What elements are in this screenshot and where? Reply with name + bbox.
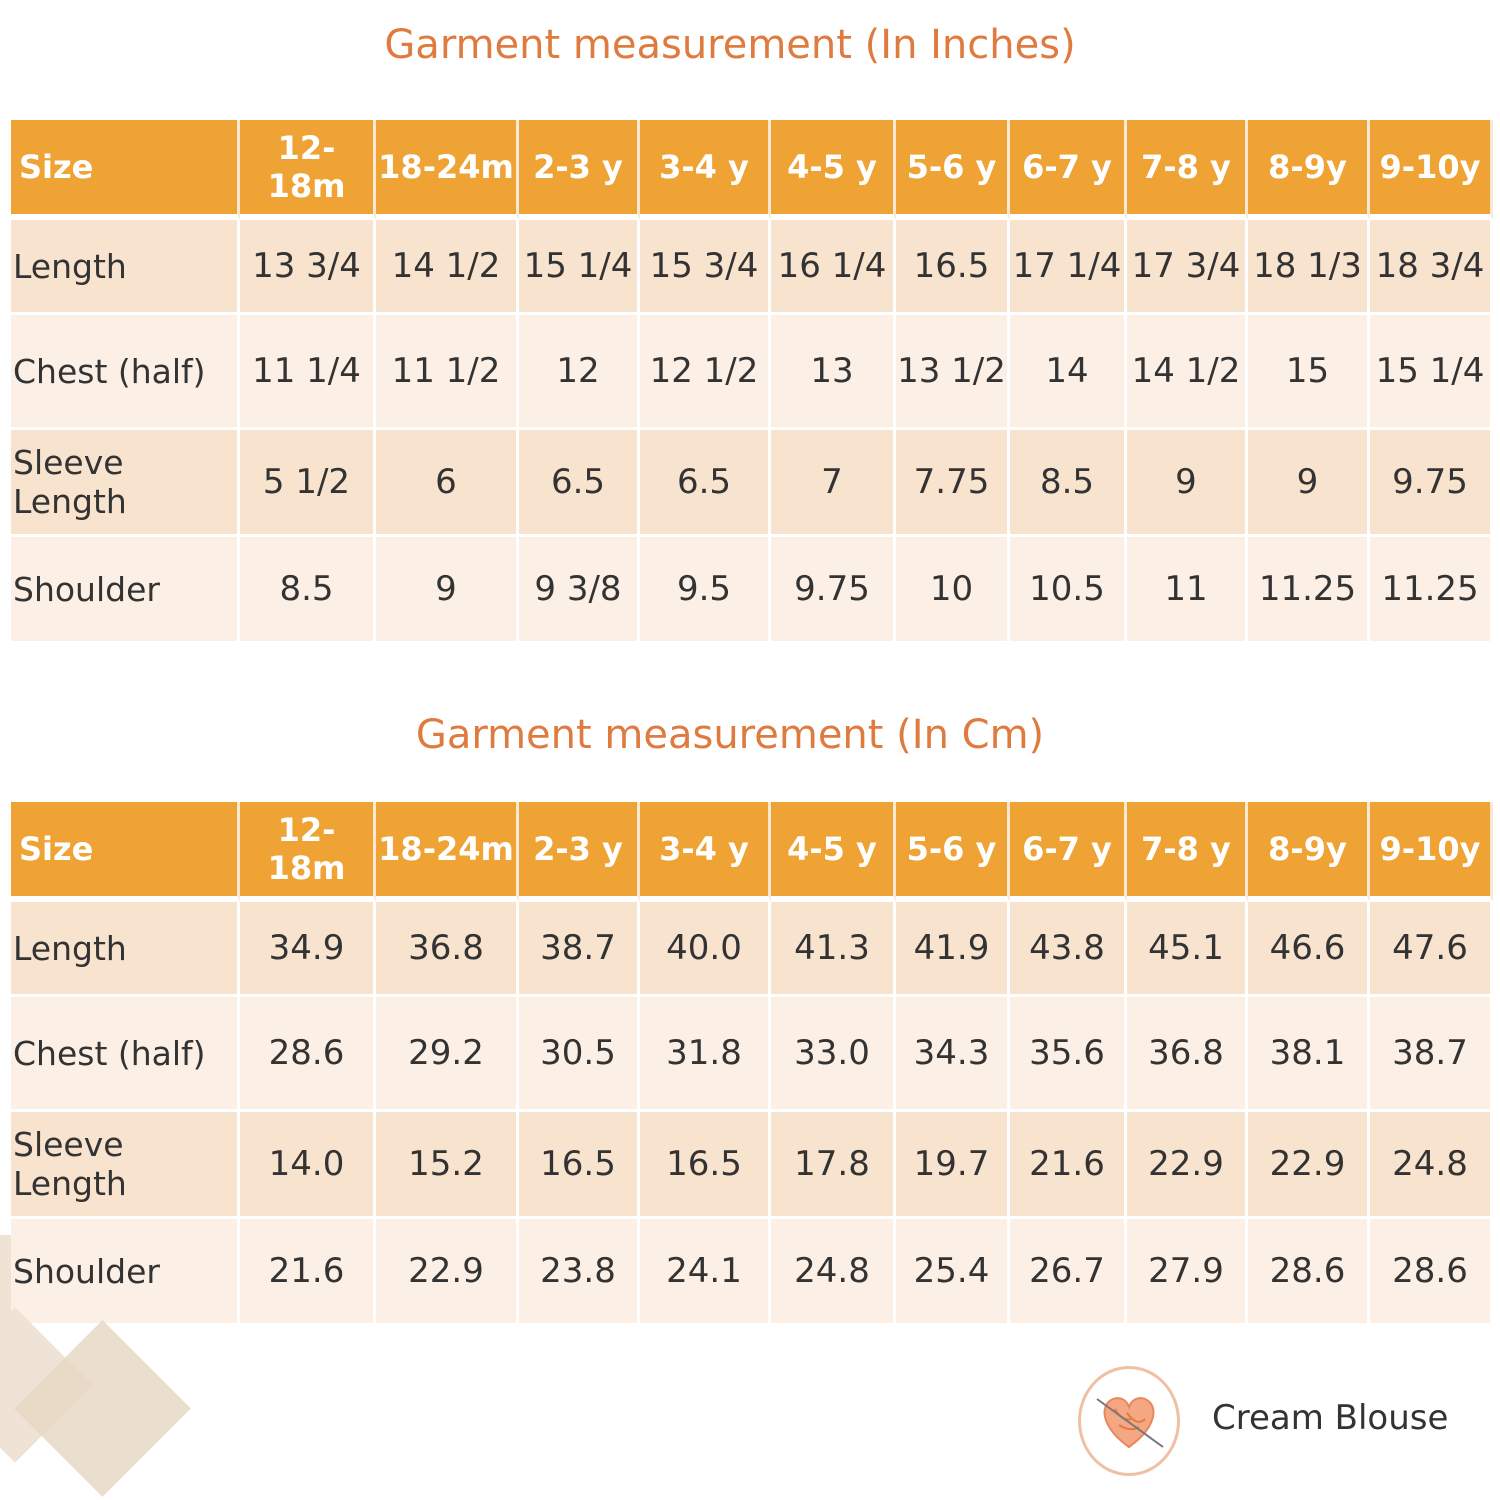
table-row [11, 997, 1493, 1112]
row-label: Chest (half) [11, 997, 240, 1112]
header-cell: 2-3 y [519, 120, 640, 220]
table-cell: 6.5 [519, 430, 640, 537]
table-cell: 27.9 [1127, 1219, 1248, 1326]
header-cell: 2-3 y [519, 802, 640, 902]
table-cell: 15 1/4 [1370, 315, 1493, 430]
table-cell: 13 1/2 [896, 315, 1010, 430]
table-cell: 7 [771, 430, 896, 537]
table-cell: 15 3/4 [640, 220, 771, 315]
header-cell: 9-10y [1370, 120, 1493, 220]
header-cell: Size [11, 120, 240, 220]
table-cell: 9 [1248, 430, 1370, 537]
table-cell: 38.7 [519, 902, 640, 997]
table-header-row [11, 802, 1493, 902]
table-cell: 34.9 [240, 902, 376, 997]
table-row [11, 902, 1493, 997]
table-cell: 33.0 [771, 997, 896, 1112]
table-cell: 16.5 [640, 1112, 771, 1219]
table-cell: 21.6 [240, 1219, 376, 1326]
table-cell: 13 [771, 315, 896, 430]
header-cell: 12-18m [240, 802, 376, 902]
heart-logo-icon [1078, 1366, 1180, 1476]
table-cell: 28.6 [1248, 1219, 1370, 1326]
table-cell: 15.2 [376, 1112, 519, 1219]
table-cell: 11.25 [1248, 537, 1370, 644]
table-cell: 43.8 [1010, 902, 1127, 997]
row-label: Sleeve Length [11, 1112, 240, 1219]
table-cell: 18 1/3 [1248, 220, 1370, 315]
header-cell: 5-6 y [896, 802, 1010, 902]
table-cell: 24.8 [771, 1219, 896, 1326]
table-cell: 24.8 [1370, 1112, 1493, 1219]
table-cell: 10 [896, 537, 1010, 644]
header-cell: 7-8 y [1127, 120, 1248, 220]
table-cell: 14 [1010, 315, 1127, 430]
header-cell: 18-24m [376, 802, 519, 902]
header-cell: 6-7 y [1010, 120, 1127, 220]
header-cell: 8-9y [1248, 120, 1370, 220]
header-cell: 3-4 y [640, 802, 771, 902]
size-table-inches [11, 120, 1493, 644]
table-cell: 9 [376, 537, 519, 644]
table-cell: 28.6 [1370, 1219, 1493, 1326]
header-cell: 5-6 y [896, 120, 1010, 220]
table-cell: 10.5 [1010, 537, 1127, 644]
table-cell: 41.3 [771, 902, 896, 997]
row-label: Shoulder [11, 1219, 240, 1326]
header-cell: 4-5 y [771, 120, 896, 220]
table-cell: 14 1/2 [376, 220, 519, 315]
table-cell: 25.4 [896, 1219, 1010, 1326]
table-cell: 36.8 [376, 902, 519, 997]
table-cell: 9.5 [640, 537, 771, 644]
table-cell: 45.1 [1127, 902, 1248, 997]
table-cell: 22.9 [1127, 1112, 1248, 1219]
table-cell: 17 3/4 [1127, 220, 1248, 315]
header-cell: 7-8 y [1127, 802, 1248, 902]
table-cell: 11.25 [1370, 537, 1493, 644]
header-cell: 18-24m [376, 120, 519, 220]
header-cell: 4-5 y [771, 802, 896, 902]
table-cell: 7.75 [896, 430, 1010, 537]
table-cell: 47.6 [1370, 902, 1493, 997]
table-cell: 36.8 [1127, 997, 1248, 1112]
table-cell: 13 3/4 [240, 220, 376, 315]
row-label: Shoulder [11, 537, 240, 644]
table-cell: 9 [1127, 430, 1248, 537]
row-label: Chest (half) [11, 315, 240, 430]
header-cell: 12-18m [240, 120, 376, 220]
table-cell: 23.8 [519, 1219, 640, 1326]
table-cell: 15 1/4 [519, 220, 640, 315]
table-cell: 15 [1248, 315, 1370, 430]
table-cell: 12 1/2 [640, 315, 771, 430]
table-cell: 21.6 [1010, 1112, 1127, 1219]
table-cell: 34.3 [896, 997, 1010, 1112]
table-cell: 12 [519, 315, 640, 430]
title-inches: Garment measurement (In Inches) [384, 22, 1076, 68]
table-cell: 35.6 [1010, 997, 1127, 1112]
table-cell: 14 1/2 [1127, 315, 1248, 430]
brand-name: Cream Blouse [1212, 1398, 1449, 1438]
table-cell: 14.0 [240, 1112, 376, 1219]
table-cell: 16.5 [519, 1112, 640, 1219]
table-cell: 29.2 [376, 997, 519, 1112]
title-cm: Garment measurement (In Cm) [415, 712, 1045, 758]
header-cell: 6-7 y [1010, 802, 1127, 902]
row-label: Sleeve Length [11, 430, 240, 537]
table-cell: 17 1/4 [1010, 220, 1127, 315]
table-cell: 24.1 [640, 1219, 771, 1326]
table-row [11, 430, 1493, 537]
table-cell: 9.75 [771, 537, 896, 644]
table-cell: 31.8 [640, 997, 771, 1112]
table-cell: 8.5 [240, 537, 376, 644]
table-cell: 22.9 [1248, 1112, 1370, 1219]
table-cell: 8.5 [1010, 430, 1127, 537]
table-cell: 16 1/4 [771, 220, 896, 315]
table-row [11, 315, 1493, 430]
table-cell: 17.8 [771, 1112, 896, 1219]
header-cell: 3-4 y [640, 120, 771, 220]
table-cell: 38.7 [1370, 997, 1493, 1112]
table-cell: 6.5 [640, 430, 771, 537]
table-cell: 19.7 [896, 1112, 1010, 1219]
table-cell: 9 3/8 [519, 537, 640, 644]
table-row [11, 537, 1493, 644]
header-cell: 9-10y [1370, 802, 1493, 902]
table-cell: 22.9 [376, 1219, 519, 1326]
table-cell: 26.7 [1010, 1219, 1127, 1326]
table-cell: 6 [376, 430, 519, 537]
header-cell: 8-9y [1248, 802, 1370, 902]
table-cell: 30.5 [519, 997, 640, 1112]
table-cell: 46.6 [1248, 902, 1370, 997]
table-row [11, 1112, 1493, 1219]
header-cell: Size [11, 802, 240, 902]
table-cell: 28.6 [240, 997, 376, 1112]
size-table-cm [11, 802, 1493, 1326]
table-cell: 41.9 [896, 902, 1010, 997]
table-cell: 16.5 [896, 220, 1010, 315]
table-cell: 18 3/4 [1370, 220, 1493, 315]
table-cell: 40.0 [640, 902, 771, 997]
table-cell: 11 1/2 [376, 315, 519, 430]
table-cell: 5 1/2 [240, 430, 376, 537]
row-label: Length [11, 902, 240, 997]
table-cell: 11 1/4 [240, 315, 376, 430]
table-header-row [11, 120, 1493, 220]
table-cell: 38.1 [1248, 997, 1370, 1112]
table-cell: 9.75 [1370, 430, 1493, 537]
row-label: Length [11, 220, 240, 315]
table-cell: 11 [1127, 537, 1248, 644]
table-row [11, 220, 1493, 315]
table-row [11, 1219, 1493, 1326]
